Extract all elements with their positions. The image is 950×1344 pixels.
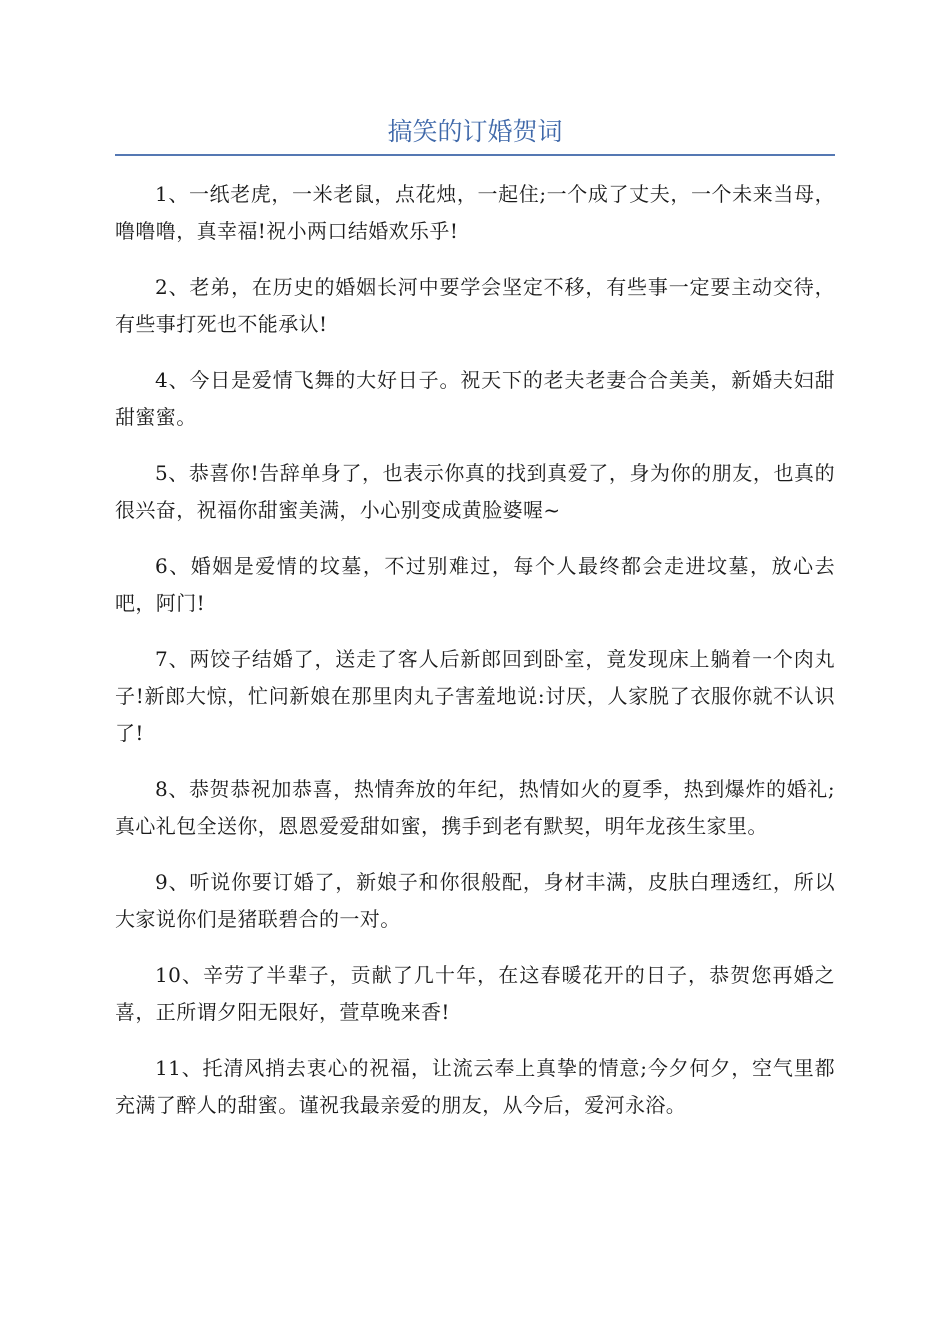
title-underline	[115, 154, 835, 156]
paragraph-11: 11、托清风捎去衷心的祝福，让流云奉上真挚的情意;今夕何夕，空气里都充满了醉人的甜蜜。谨祝我最亲爱的朋友，从今后，爱河永浴。	[115, 1056, 835, 1117]
paragraph-7: 7、两饺子结婚了，送走了客人后新郎回到卧室，竟发现床上躺着一个肉丸子!新郎大惊，忙问新娘在那里肉丸子害羞地说:讨厌，人家脱了衣服你就不认识了!	[115, 647, 835, 745]
document-body	[115, 176, 835, 1143]
paragraph-1: 1、一纸老虎，一米老鼠，点花烛，一起住;一个成了丈夫，一个未来当母，噜噜噜，真幸福!祝小两口结婚欢乐乎!	[115, 182, 835, 243]
paragraph-5: 5、恭喜你!告辞单身了，也表示你真的找到真爱了，身为你的朋友，也真的很兴奋，祝福你甜蜜美满，小心别变成黄脸婆喔~	[115, 461, 835, 522]
document-title: 搞笑的订婚贺词	[387, 117, 563, 146]
paragraph-9: 9、听说你要订婚了，新娘子和你很般配，身材丰满，皮肤白理透红，所以大家说你们是猪联碧合的一对。	[115, 870, 835, 931]
paragraph-8: 8、恭贺恭祝加恭喜，热情奔放的年纪，热情如火的夏季，热到爆炸的婚礼;真心礼包全送你，恩恩爱爱甜如蜜，携手到老有默契，明年龙孩生家里。	[115, 777, 835, 838]
paragraph-2: 2、老弟，在历史的婚姻长河中要学会坚定不移，有些事一定要主动交待，有些事打死也不能承认!	[115, 275, 835, 336]
paragraph-10: 10、辛劳了半辈子，贡献了几十年，在这春暖花开的日子，恭贺您再婚之喜，正所谓夕阳无限好，萱草晚来香!	[115, 963, 835, 1024]
paragraph-4: 4、今日是爱情飞舞的大好日子。祝天下的老夫老妻合合美美，新婚夫妇甜甜蜜蜜。	[115, 368, 835, 429]
paragraph-6: 6、婚姻是爱情的坟墓，不过别难过，每个人最终都会走进坟墓，放心去吧，阿门!	[115, 554, 835, 615]
